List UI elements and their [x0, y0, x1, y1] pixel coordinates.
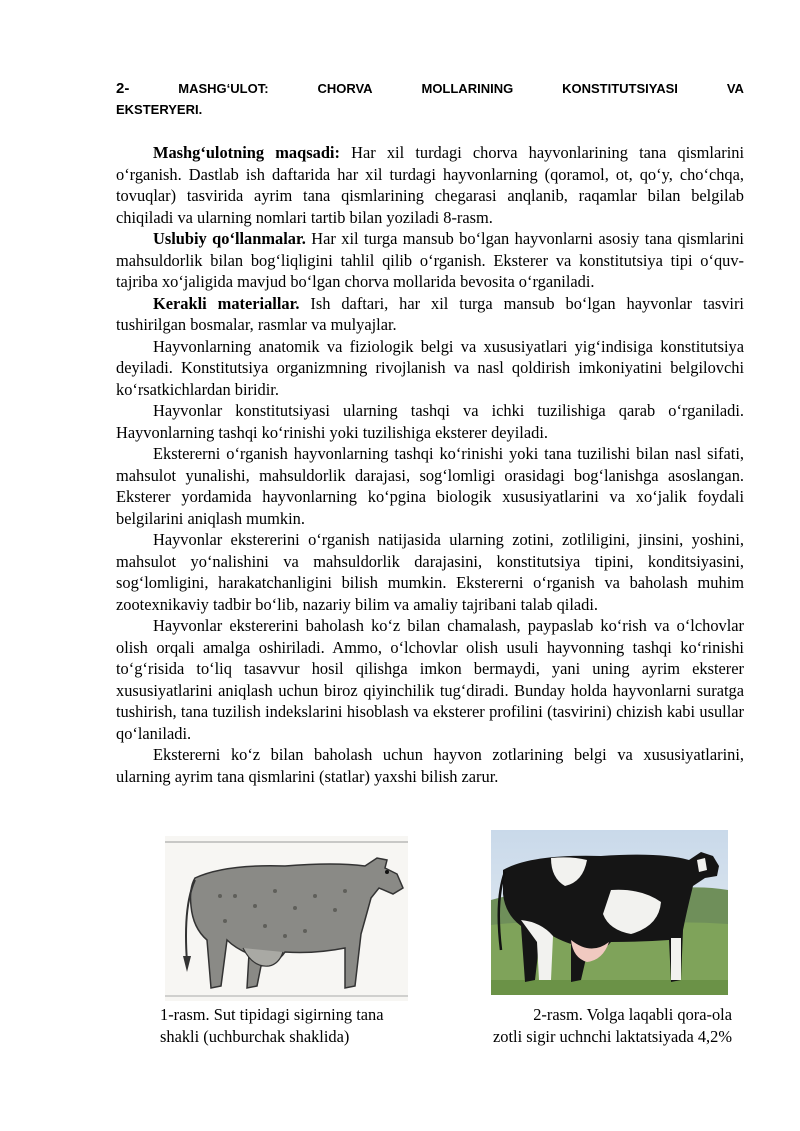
paragraph: Ekstererni ko‘z bilan baholash uchun hayvon zotlarining belgi va xususiyatlarini, ularning ayrim tana qismlarini (statlar) yaxshi bilish zarur.: [116, 745, 744, 786]
paragraph-lead: Uslubiy qo‘llanmalar.: [153, 229, 306, 248]
heading-line2: EKSTERYERI.: [116, 102, 203, 117]
heading-word: KONSTITUTSIYASI: [562, 81, 678, 96]
paragraph: Hayvonlar ekstererini o‘rganish natijasida ularning zotini, zotliligini, jinsini, yoshini, mahsulot yo‘nalishini va mahsuldorlik darajasini, konstitutsiya tipini, konditsiyasini, sog‘lomligini, harakatchanligini bilish mumkin. Ekstererni o‘rganish va baholash muhim zootexnikaviy tadbir bo‘lib, nazariy bilim va amaliy tajribani talab qiladi.: [116, 530, 744, 614]
paragraph-goal: [116, 142, 744, 228]
heading-word: MASHG‘ULOT:: [178, 81, 269, 96]
paragraph: Hayvonlar ekstererini baholash ko‘z bilan chamalash, paypaslab ko‘rish va o‘lchovlar olish orqali amalga oshiriladi. Ammo, o‘lchovlar olish usuli hayvonning tashqi ko‘rinishi to‘g‘risida to‘liq tasavvur hosil qilishga imkon bermaydi, yani uning ayrim eksterer xususiyatlarini aniqlash uchun biroz qiyinchilik tug‘diradi. Bunday holda hayvonlarni suratga tushirish, tana tuzilish indekslarini hisoblash va eksterer profilini (tasvirini) chizish kabi usullar qo‘laniladi.: [116, 616, 744, 743]
figure-2-caption: [452, 1004, 732, 1047]
heading-word: CHORVA: [317, 81, 373, 96]
cow-photo-image: [491, 830, 728, 995]
body-text: [116, 142, 744, 787]
heading-number: 2-: [116, 80, 130, 97]
cow-sketch-image: [165, 836, 408, 1001]
document-page: [116, 68, 744, 787]
paragraph: Ekstererni o‘rganish hayvonlarning tashqi ko‘rinishi yoki tana tuzilishi bilan nasl sifati, mahsulot yunalishi, mahsuldorlik darajasi, sog‘lomligi orasidagi bog‘lanishga asoslangan. Eksterer yordamida hayvonlarning ko‘pgina biologik xususiyatlarini va xo‘jalik foydali belgilarini aniqlash mumkin.: [116, 444, 744, 528]
paragraph-method: [116, 228, 744, 293]
paragraph-lead: Mashg‘ulotning maqsadi:: [153, 143, 340, 162]
paragraph-text: Har xil turdagi chorva hayvonlarining tana qismlarini o‘rganish. Dastlab ish daftarida har xil turdagi hayvonlarning (qoramol, ot, qo‘y, cho‘chqa, tovuqlar) tasvirida ayrim tana qismlarining chegarasi anqlanib, raqamlar bilan belgilab chiqiladi va ularning nomlari tartib bilan yoziladi 8-rasm.: [116, 143, 744, 227]
exercise-heading: [116, 78, 744, 120]
caption-line: 1-rasm. Sut tipidagi sigirning tana: [160, 1005, 384, 1024]
heading-word: VA: [726, 81, 744, 96]
paragraph-text: Ish daftari, har xil turga mansub bo‘lgan hayvonlar tasviri tushirilgan bosmalar, rasmlar va mulyajlar.: [116, 293, 744, 334]
figure-1-caption: [160, 1004, 430, 1047]
paragraph-lead: Kerakli materiallar.: [153, 293, 300, 313]
caption-line: shakli (uchburchak shaklida): [160, 1026, 350, 1046]
paragraph-text: Har xil turga mansub bo‘lgan hayvonlarni asosiy tana qismlarini mahsuldorlik bilan bog‘liqligini tahlil qilib o‘rganish. Eksterer va konstitutsiya tipi o‘quv-tajriba xo‘jaligida mavjud bo‘lgan chorva mollarida bevosita o‘rganiladi.: [116, 229, 744, 291]
caption-line: 2-rasm. Volga laqabli qora-ola: [533, 1005, 732, 1024]
heading-word: MOLLARINING: [421, 81, 514, 96]
paragraph: Hayvonlarning anatomik va fiziologik belgi va xususiyatlari yig‘indisiga konstitutsiya deyiladi. Konstitutsiya organizmning rivojlanish va nasl qoldirish imkoniyatini belgilovchi ko‘rsatkichlardan biridir.: [116, 336, 744, 399]
paragraph: Hayvonlar konstitutsiyasi ularning tashqi va ichki tuzilishiga qarab o‘rganiladi. Hayvonlarning tashqi ko‘rinishi yoki tuzilishiga eksterer deyiladi.: [116, 401, 744, 442]
caption-line: zotli sigir uchnchi laktatsiyada 4,2%: [493, 1026, 732, 1046]
paragraph-materials: [116, 293, 744, 336]
